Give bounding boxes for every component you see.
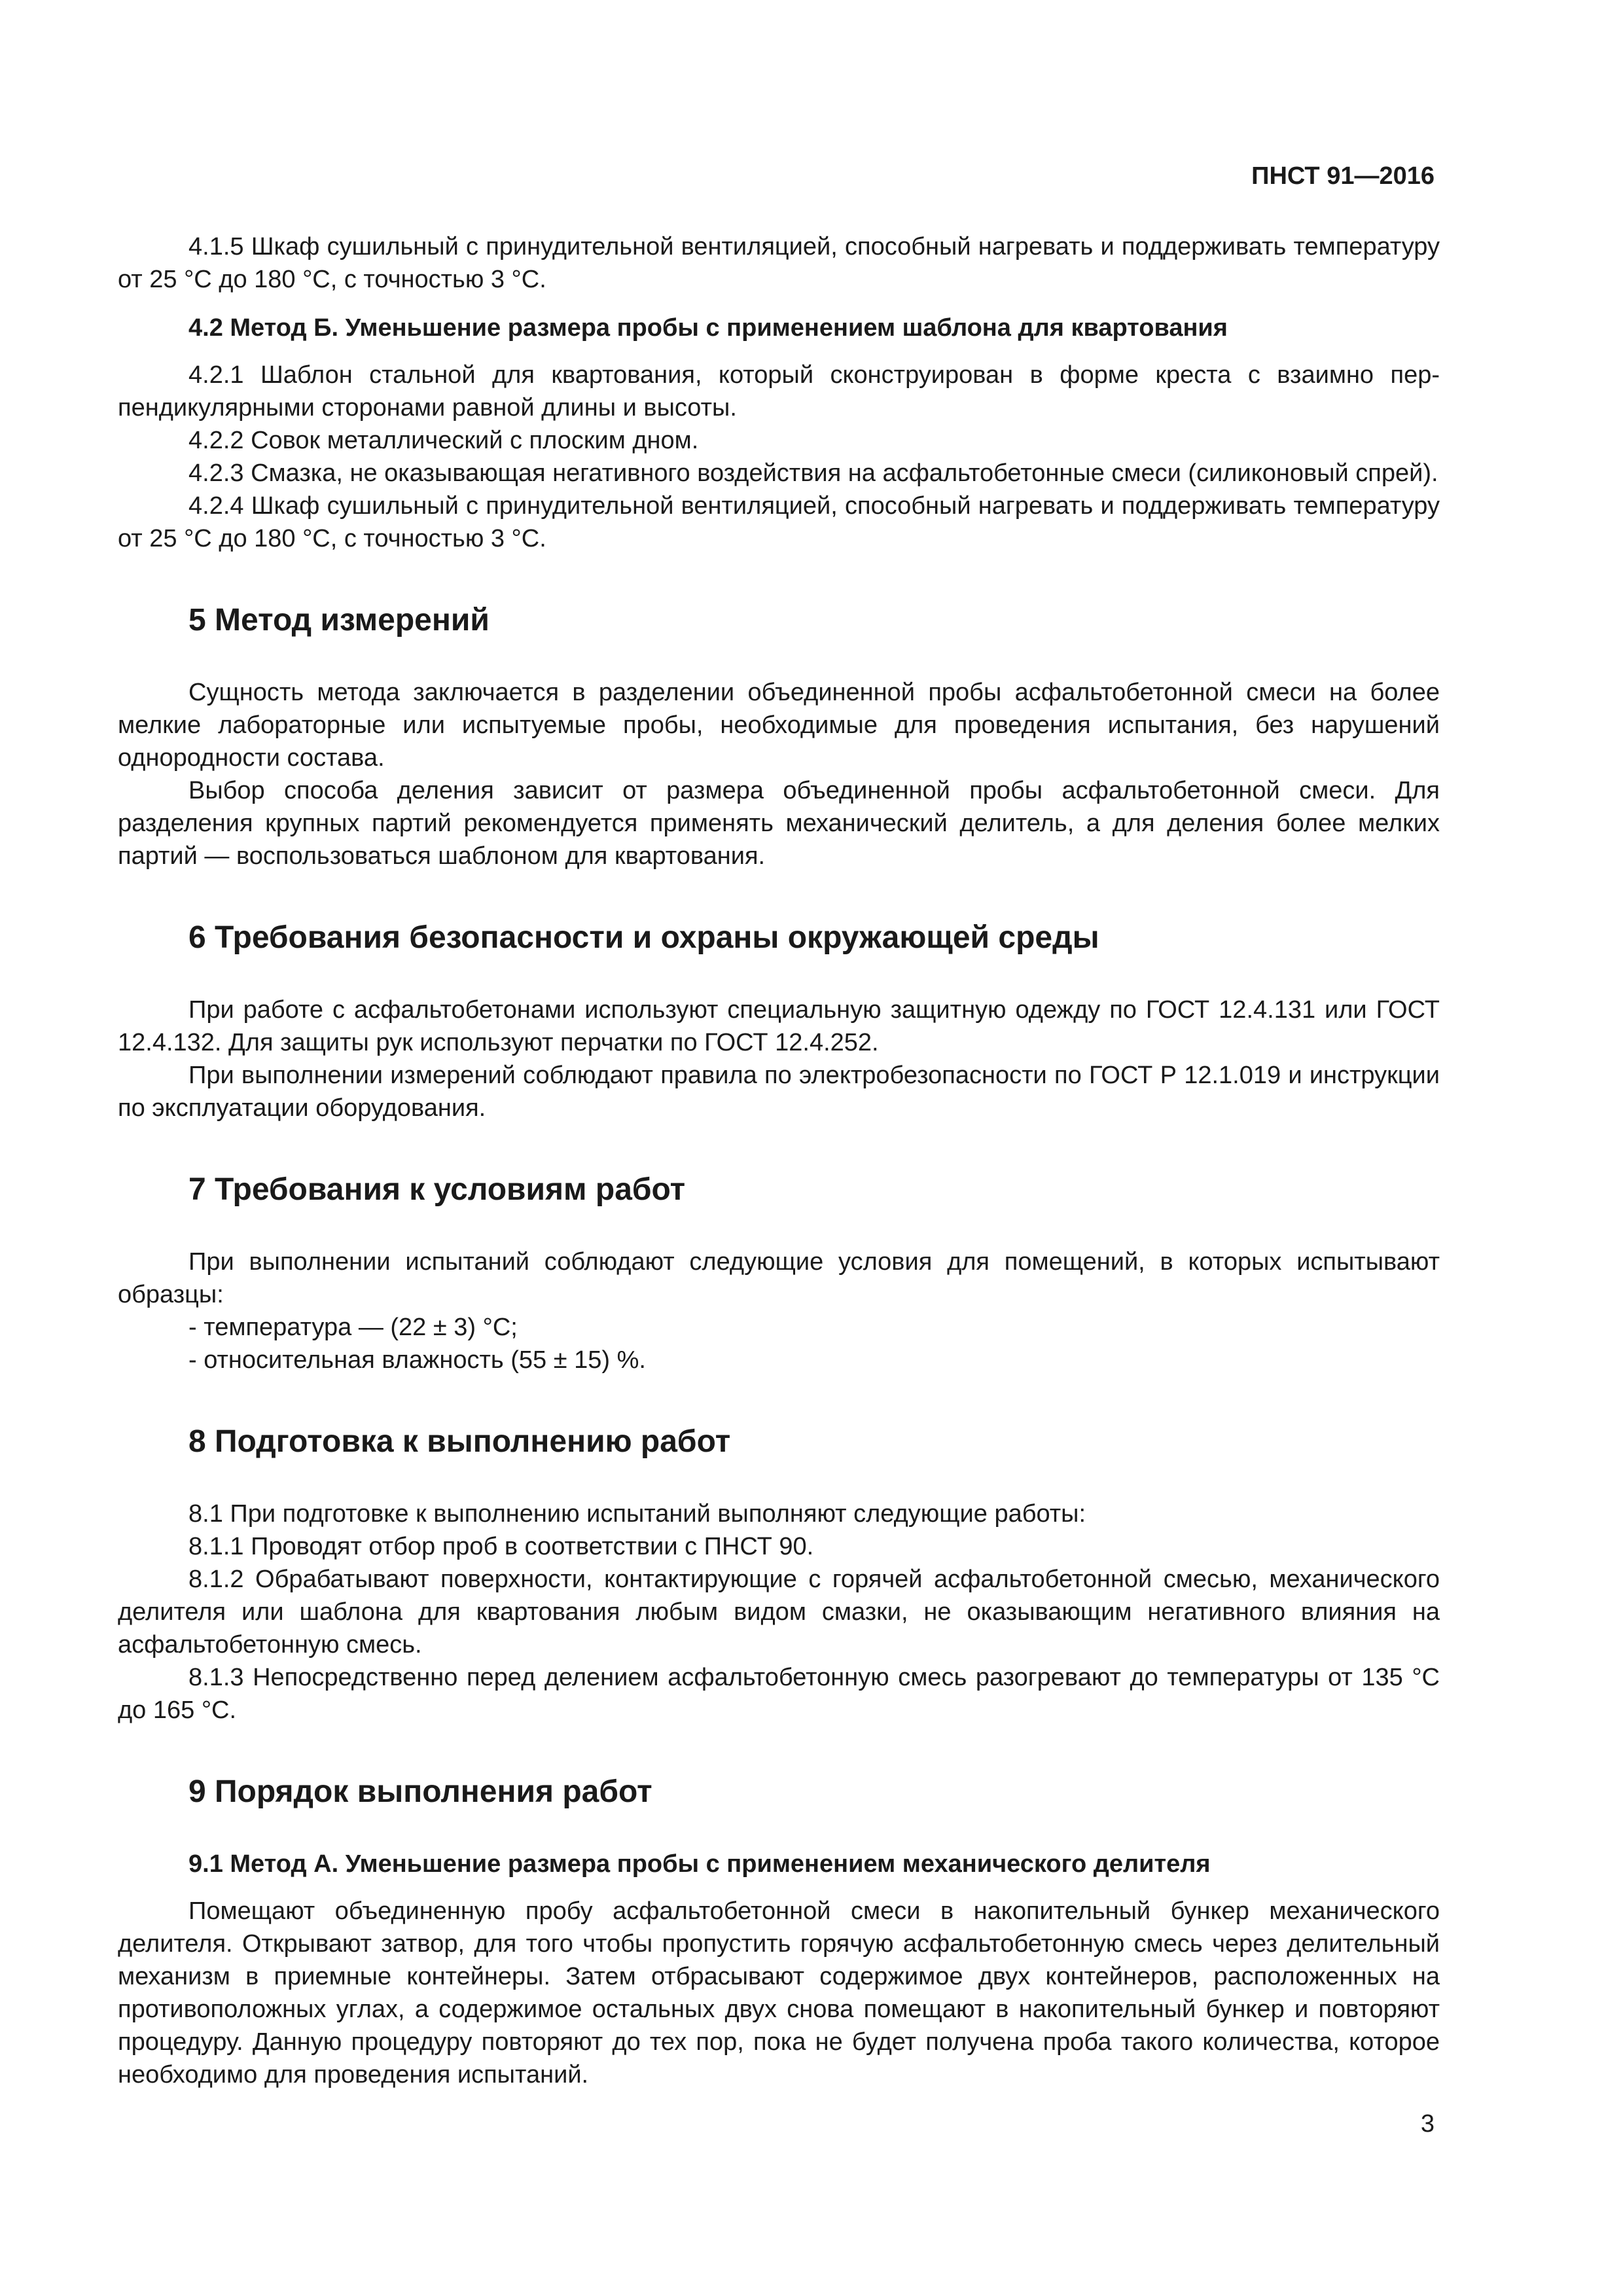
clause-4-2-1: 4.2.1 Шаблон стальной для квартования, который сконструирован в форме креста с взаимно перпендикулярными сторонами равной длины и высоты. bbox=[118, 361, 1440, 422]
section-7-paragraph-1: При выполнении испытаний соблюдают следующие условия для помещений, в которых испытывают образцы: bbox=[118, 1248, 1440, 1308]
clause-8-1-2: 8.1.2 Обрабатывают поверхности, контактирующие с горячей асфальтобетонной смесью, механического делителя или шаблона для квартования любым видом смазки, не оказывающим негативного влияния на асфальтобетонную смесь. bbox=[118, 1566, 1440, 1659]
page-number: 3 bbox=[1420, 2110, 1435, 2138]
section-5-paragraph-1: Сущность метода заключается в разделении объединенной пробы асфальтобетонной смеси на более мелкие лабораторные или испытуемые пробы, необходимые для проведения испытания, без нарушений однородности состава. bbox=[118, 679, 1440, 772]
clause-8-1: 8.1 При подготовке к выполнению испытаний выполняют следующие работы: bbox=[188, 1500, 1086, 1528]
clause-8-1-3: 8.1.3 Непосредственно перед делением асфальтобетонную смесь разогревают до температуры от 135 °C до 165 °C. bbox=[118, 1664, 1440, 1724]
section-9-title: 9 Порядок выполнения работ bbox=[188, 1774, 652, 1809]
section-6-paragraph-1: При работе с асфальтобетонами используют специальную защитную одежду по ГОСТ 12.4.131 или ГОСТ 12.4.132. Для защиты рук используют перчатки по ГОСТ 12.4.252. bbox=[118, 996, 1440, 1056]
section-5-paragraph-2: Выбор способа деления зависит от размера объединенной пробы асфальтобетонной смеси. Для разделения крупных партий рекомендуется применять механический делитель, а для деления более мелких партий — воспользоваться шаблоном для квартования. bbox=[118, 777, 1440, 870]
section-9-1-paragraph: Помещают объединенную пробу асфальтобетонной смеси в накопительный бункер механического делителя. Открывают затвор, для того чтобы пропустить горячую асфальтобетонную смесь через делительный механизм в приемные контейнеры. Затем отбрасывают содержимое двух контейнеров, расположенных на противоположных углах, а содержимое остальных двух снова помещают в накопительный бункер и повторяют процедуру. Данную процедуру повторяют до тех пор, пока не будет получена проба такого количества, которое необходимо для проведения испытаний. bbox=[118, 1897, 1440, 2089]
list-item-humidity: - относительная влажность (55 ± 15) %. bbox=[188, 1346, 646, 1374]
section-6-paragraph-2: При выполнении измерений соблюдают правила по электробезопасности по ГОСТ Р 12.1.019 и инструкции по эксплуатации оборудования. bbox=[118, 1062, 1440, 1122]
clause-4-2-2: 4.2.2 Совок металлический с плоским дном. bbox=[188, 427, 699, 454]
document-id-header: ПНСТ 91—2016 bbox=[1251, 162, 1435, 190]
page-content bbox=[118, 230, 1440, 2091]
subsection-9-1-title: 9.1 Метод А. Уменьшение размера пробы с применением механического делителя bbox=[188, 1850, 1211, 1878]
clause-4-2-3: 4.2.3 Смазка, не оказывающая негативного воздействия на асфальтобетонные смеси (силиконовый спрей). bbox=[188, 459, 1438, 487]
clause-4-2-4: 4.2.4 Шкаф сушильный с принудительной вентиляцией, способный нагревать и поддерживать температуру от 25 °C до 180 °C, с точностью 3 °C. bbox=[118, 492, 1440, 552]
section-8-title: 8 Подготовка к выполнению работ bbox=[188, 1424, 731, 1459]
clause-8-1-1: 8.1.1 Проводят отбор проб в соответствии с ПНСТ 90. bbox=[188, 1533, 814, 1560]
section-7-title: 7 Требования к условиям работ bbox=[188, 1172, 686, 1207]
list-item-temperature: - температура — (22 ± 3) °C; bbox=[188, 1314, 518, 1341]
subsection-4-2-title: 4.2 Метод Б. Уменьшение размера пробы с применением шаблона для квартования bbox=[188, 314, 1228, 342]
section-5-title: 5 Метод измерений bbox=[188, 603, 490, 637]
section-6-title: 6 Требования безопасности и охраны окружающей среды bbox=[188, 920, 1099, 955]
clause-4-1-5: 4.1.5 Шкаф сушильный с принудительной вентиляцией, способный нагревать и поддерживать температуру от 25 °C до 180 °C, с точностью 3 °C. bbox=[118, 233, 1440, 293]
